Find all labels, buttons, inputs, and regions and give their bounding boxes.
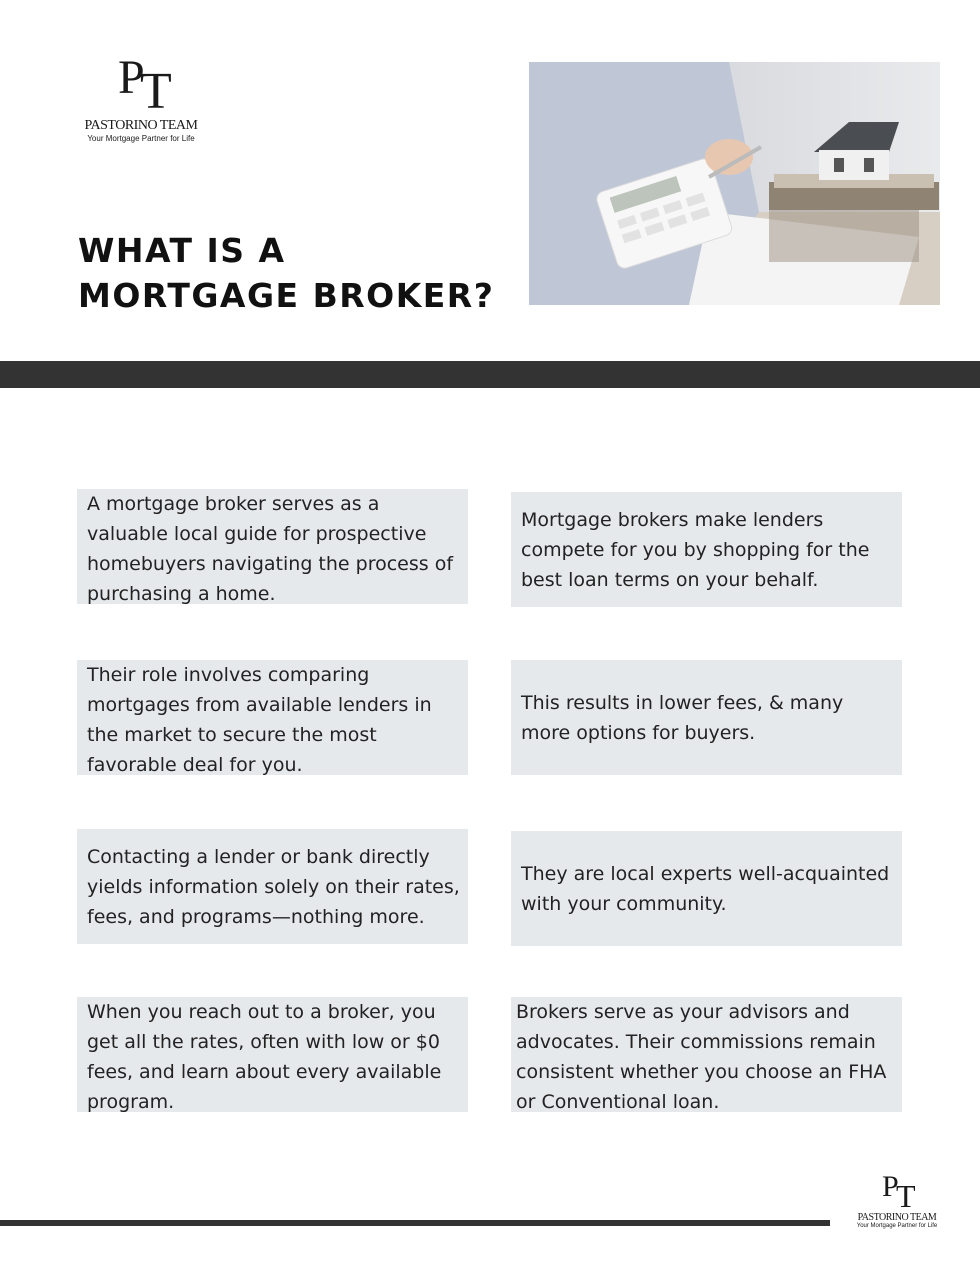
footer-divider-line — [0, 1220, 830, 1226]
logo-t: T — [140, 63, 172, 120]
page-title: WHAT IS A MORTGAGE BROKER? — [78, 231, 495, 315]
logo-t: T — [896, 1178, 916, 1214]
info-box — [511, 492, 902, 607]
info-box — [511, 997, 902, 1112]
info-box — [77, 829, 468, 944]
logo-tagline: Your Mortgage Partner for Life — [856, 1223, 938, 1229]
calculator-house-photo — [529, 62, 940, 305]
info-text: Contacting a lender or bank directly yields information solely on their rates, fees, and programs—nothing more. — [87, 845, 460, 928]
logo-p: P — [118, 51, 145, 104]
info-text: This results in lower fees, & many more options for buyers. — [521, 691, 844, 744]
footer-logo — [852, 1170, 942, 1229]
logo-name: PASTORINO TEAM — [84, 118, 198, 133]
logo-tagline: Your Mortgage Partner for Life — [87, 134, 195, 143]
info-box — [77, 660, 468, 775]
header-divider-band — [0, 361, 980, 388]
info-text: When you reach out to a broker, you get all the rates, often with low or $0 fees, and learn about every available program. — [87, 1001, 442, 1113]
info-box — [511, 660, 902, 775]
logo-name: PASTORINO TEAM — [857, 1212, 937, 1223]
info-box — [77, 997, 468, 1112]
logo — [78, 50, 204, 143]
info-box — [77, 489, 468, 604]
info-text: Brokers serve as your advisors and advocates. Their commissions remain consistent whether you choose an FHA or Conventional loan. — [516, 1001, 887, 1113]
info-text: Mortgage brokers make lenders compete for you by shopping for the best loan terms on your behalf. — [521, 508, 870, 591]
info-box — [511, 831, 902, 946]
logo-p: P — [882, 1170, 899, 1203]
info-text: A mortgage broker serves as a valuable local guide for prospective homebuyers navigating the process of purchasing a home. — [87, 493, 454, 605]
info-text: They are local experts well-acquainted with your community. — [521, 862, 890, 915]
info-text: Their role involves comparing mortgages from available lenders in the market to secure the most favorable deal for you. — [87, 664, 432, 776]
